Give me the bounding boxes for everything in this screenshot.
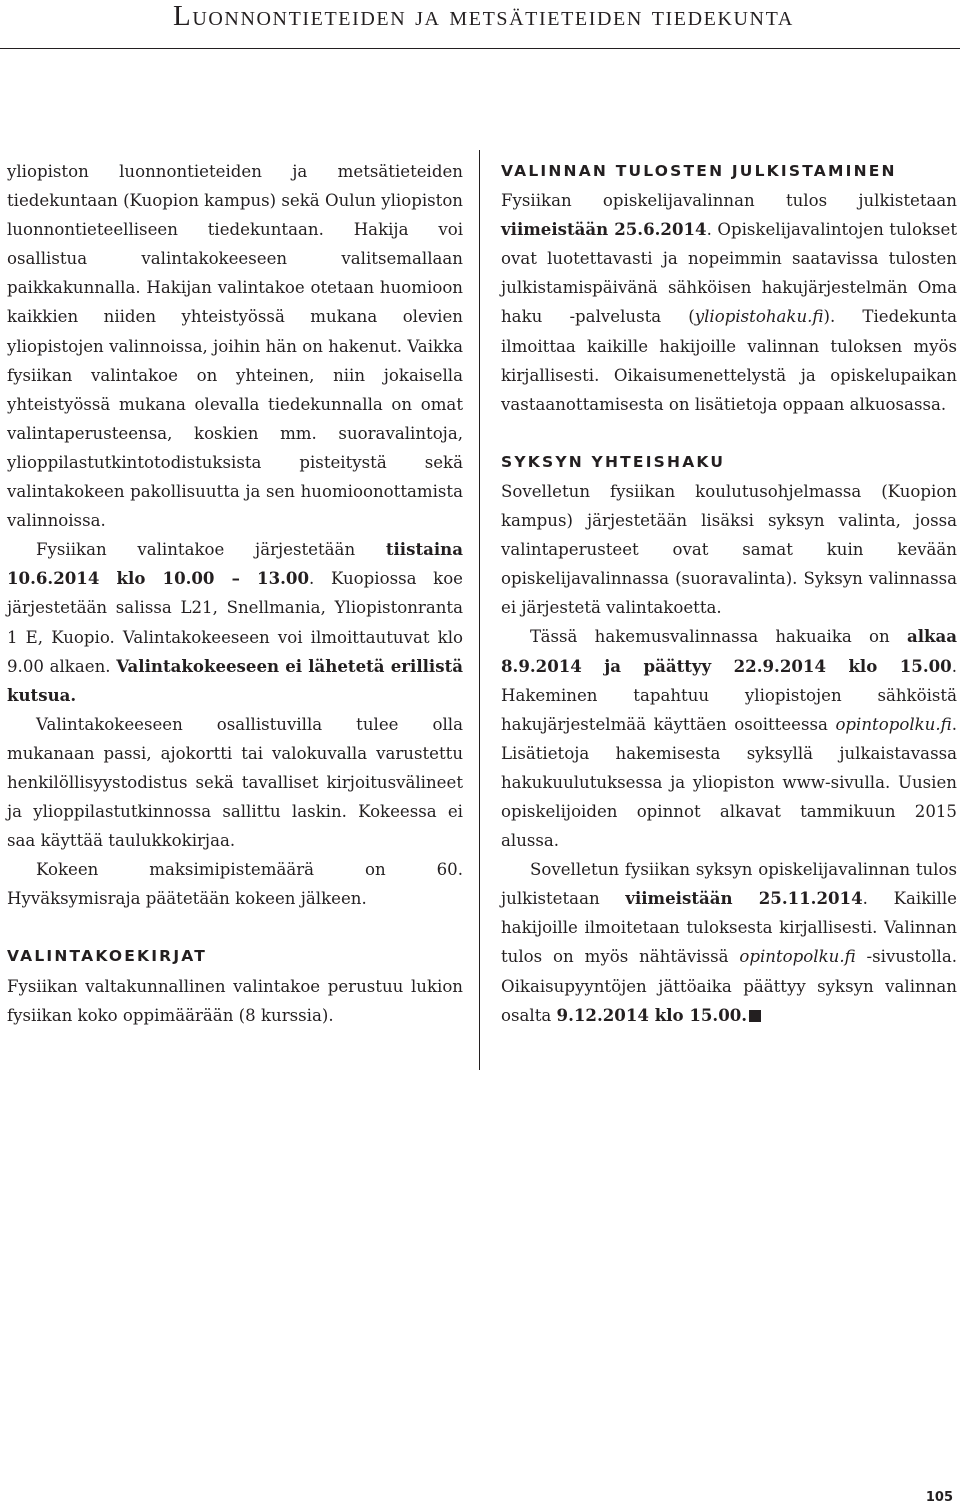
bold-date: 9.12.2014 klo 15.00. <box>556 1004 748 1025</box>
link-opintopolku[interactable]: opintopolku.fi <box>835 714 952 734</box>
section-heading-results: VALINNAN TULOSTEN JULKISTAMINEN <box>501 162 897 180</box>
section-heading-books: VALINTAKOEKIRJAT <box>7 947 208 966</box>
column-divider <box>479 150 480 1070</box>
section-gap <box>501 419 957 448</box>
page-number: 105 <box>925 1490 953 1505</box>
text-span: Fysiikan valintakoe järjestetään <box>36 540 386 560</box>
text-span: . Lisätietoja hakemisesta syksyllä julkaistavassa hakukuulutuksessa ja yliopiston www-sivulla. Uusien opiskelijoiden opinnot alkavat tammikuun 2015 alussa. <box>501 714 957 851</box>
paragraph-autumn-intro: Sovelletun fysiikan koulutusohjelmassa (Kuopion kampus) järjestetään lisäksi syksyn valinta, jossa valintaperusteet ovat samat kuin kevään opiskelijavalinnassa (suoravalinta). Syksyn valinnassa ei järjestetä valintakoetta. <box>501 481 957 618</box>
bold-date: viimeistään 25.6.2014 <box>501 219 707 240</box>
link-opintopolku[interactable]: opintopolku.fi <box>739 947 856 967</box>
text-span: . Kaikille hakijoille ilmoitetaan tuloksesta kirjallisesti. Valinnan tulos on myös nähtävissä <box>501 889 957 967</box>
paragraph-cooperation: yliopiston luonnontieteiden ja metsätieteiden tiedekuntaan (Kuopion kampus) sekä Oulun yliopiston luonnontieteelliseen tiedekuntaan. Hakija voi osallistua valintakokeeseen valitsemallaan paikkakunnalla. Hakijan valintakoe otetaan huomioon kaikkien niiden yhteistyössä mukana olevien yliopistojen valinnoissa, joihin hän on hakenut. Vaikka fysiikan valintakoe on yhteinen, niin jokaisella yhteistyössä mukana olevalla tiedekunnalla on omat valintaperusteensa, koskien mm. suoravalintoja, ylioppilastutkintotodistuksista pisteitystä sekä valintakokeen pakollisuutta ja sen huomioonottamista valinnoissa. <box>7 162 463 531</box>
section-gap <box>7 913 463 942</box>
header-rule <box>0 48 960 49</box>
bold-notice: Valintakokeeseen ei lähetetä erillistä kutsua. <box>7 655 463 705</box>
bold-date: viimeistään 25.11.2014 <box>625 888 863 909</box>
end-of-article-mark <box>749 1010 761 1022</box>
paragraph-exam-date <box>7 535 463 710</box>
bold-date: tiistaina 10.6.2014 klo 10.00 – 13.00 <box>7 539 463 589</box>
bold-date: alkaa 8.9.2014 ja päättyy 22.9.2014 klo 15.00 <box>501 626 957 676</box>
text-span: Fysiikan opiskelijavalinnan tulos julkistetaan <box>501 191 957 211</box>
section-heading-autumn: SYKSYN YHTEISHAKU <box>501 452 726 471</box>
paragraph-requirements: Valintakokeeseen osallistuvilla tulee olla mukanaan passi, ajokortti tai valokuvalla varustettu henkilöllisyystodistus sekä tavalliset kirjoitusvälineet ja ylioppilastutkinnossa sallittu laskin. Kokeessa ei saa käyttää taulukkokirjaa. <box>7 714 463 851</box>
left-column <box>7 157 463 1030</box>
text-span: -sivustolla. Oikaisupyyntöjen jättöaika päättyy syksyn valinnan osalta <box>501 947 957 1025</box>
text-span: Sovelletun fysiikan syksyn opiskelijavalinnan tulos julkistetaan <box>501 860 957 909</box>
text-span: Tässä hakemusvalinnassa hakuaika on <box>530 627 907 647</box>
link-yliopistohaku[interactable]: yliopistohaku.fi <box>694 307 824 327</box>
running-header: Luonnontieteiden ja metsätieteiden tiedekunta <box>173 0 794 32</box>
right-column <box>501 157 957 1030</box>
paragraph-books: Fysiikan valtakunnallinen valintakoe perustuu lukion fysiikan koko oppimäärään (8 kurssia). <box>7 976 463 1025</box>
paragraph-autumn-results <box>501 855 957 1030</box>
paragraph-max-points: Kokeen maksimipistemäärä on 60. Hyväksymisraja päätetään kokeen jälkeen. <box>7 860 463 909</box>
text-span: . Opiskelijavalintojen tulokset ovat luotettavasti ja nopeimmin saatavissa tulosten julkistamispäivänä sähköisen hakujärjestelmän Oma haku -palvelusta ( <box>501 220 957 327</box>
text-span: . Kuopiossa koe järjestetään salissa L21, Snellmania, Yliopistonranta 1 E, Kuopio. Valintakokeeseen voi ilmoittautuvat klo 9.00 alkaen. <box>7 569 463 676</box>
text-span: ). Tiedekunta ilmoittaa kaikille hakijoille valinnan tuloksen myös kirjallisesti. Oikaisumenettelystä ja opiskelupaikan vastaanottamisesta on lisätietoja oppaan alkuosassa. <box>501 307 958 414</box>
paragraph-application-period <box>501 622 957 855</box>
paragraph-results <box>501 186 957 419</box>
text-span: . Hakeminen tapahtuu yliopistojen sähköistä hakujärjestelmää käyttäen osoitteessa <box>501 656 957 734</box>
